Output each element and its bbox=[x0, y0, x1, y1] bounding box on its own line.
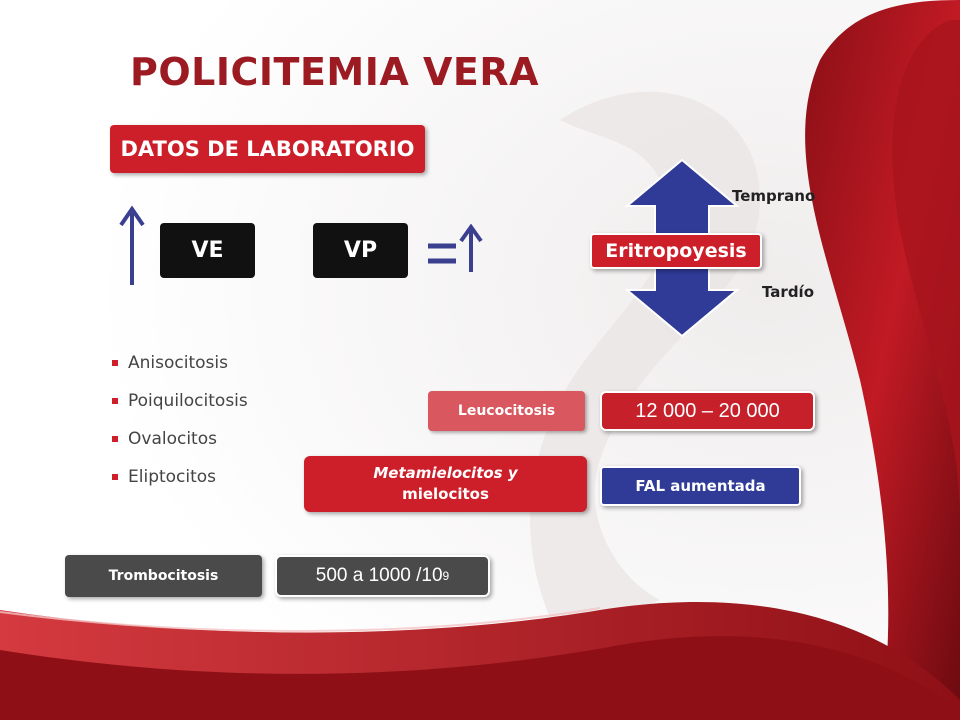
list-item: Poiquilocitosis bbox=[112, 388, 248, 426]
trombocitosis-box: Trombocitosis bbox=[65, 555, 262, 597]
eritropoyesis-box: Eritropoyesis bbox=[590, 233, 762, 269]
meta-line-2: mielocitos bbox=[402, 485, 489, 503]
meta-line-1: Metamielocitos y bbox=[373, 464, 518, 482]
bullet-icon bbox=[112, 474, 118, 480]
vp-box: VP bbox=[313, 223, 408, 278]
page-title: POLICITEMIA VERA bbox=[130, 50, 540, 94]
range-exponent: 9 bbox=[442, 569, 450, 583]
fal-box: FAL aumentada bbox=[600, 466, 801, 506]
temprano-label: Temprano bbox=[732, 187, 816, 205]
range-base: 500 a 1000 /10 bbox=[315, 565, 443, 586]
list-item: Eliptocitos bbox=[112, 464, 248, 502]
metamielocitos-box bbox=[304, 456, 587, 512]
lab-data-header: DATOS DE LABORATORIO bbox=[110, 125, 425, 173]
bullet-icon bbox=[112, 436, 118, 442]
list-item: Anisocitosis bbox=[112, 350, 248, 388]
bullet-icon bbox=[112, 398, 118, 404]
platelet-range-box bbox=[275, 555, 490, 597]
leucocyte-count-box: 12 000 – 20 000 bbox=[600, 391, 815, 431]
bullet-icon bbox=[112, 360, 118, 366]
ve-box: VE bbox=[160, 223, 255, 278]
leucocitosis-box: Leucocitosis bbox=[428, 391, 585, 431]
list-item: Ovalocitos bbox=[112, 426, 248, 464]
morphology-list bbox=[112, 350, 248, 502]
equals-up-icon bbox=[425, 224, 489, 274]
up-arrow-icon bbox=[118, 205, 146, 287]
tardio-label: Tardío bbox=[762, 283, 815, 301]
